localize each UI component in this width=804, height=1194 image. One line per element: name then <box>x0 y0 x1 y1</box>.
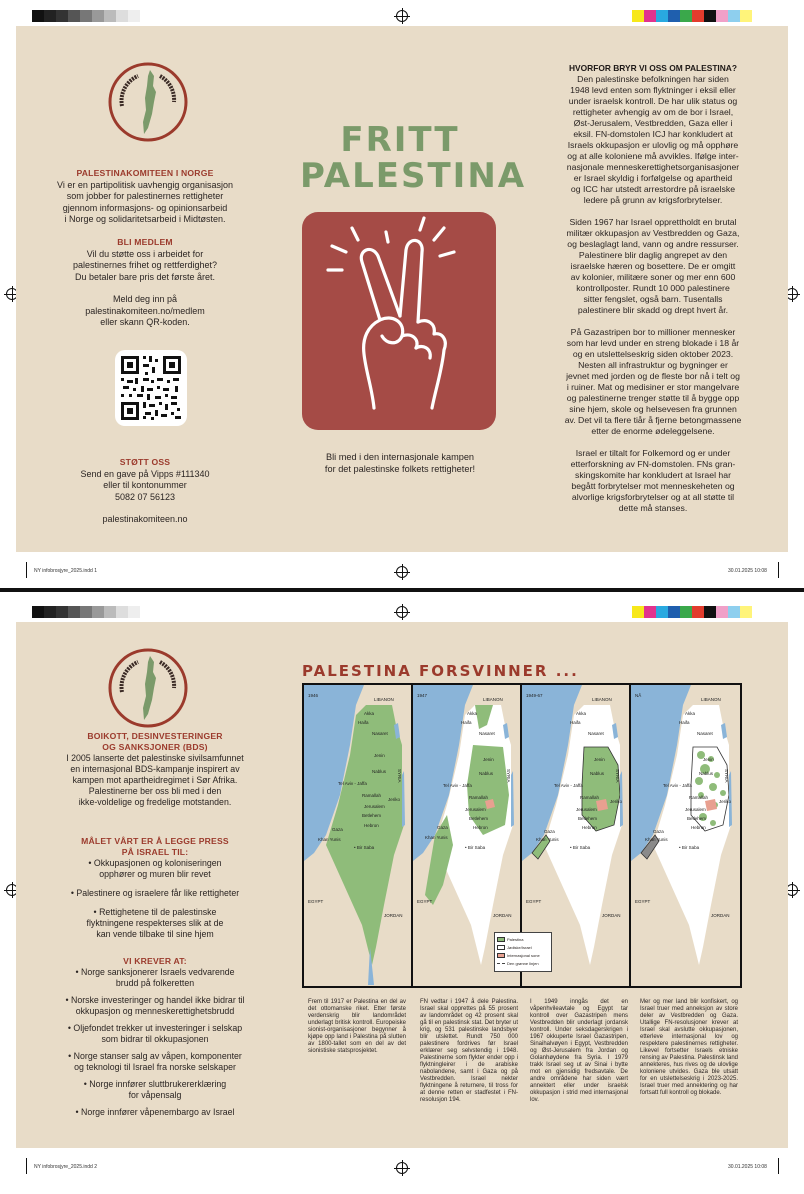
legend-swatch <box>497 953 505 958</box>
demand-item: og teknologi til Israel fra norske selskaper <box>74 1062 236 1072</box>
crop-mark <box>778 1158 779 1174</box>
why-line: Palestinere blir daglig angrepet av den <box>578 250 728 260</box>
registration-mark-icon <box>396 10 408 22</box>
history-column-2: FN vedtar i 1947 å dele Palestina. Israel skal opprettes på 55 prosent av landområdet og 42 prosent skal gå til en palestinsk stat. Det bryter ut krig, og 531 palestinske landsbyer blir utslettet. Rundt 750 000 palestinere fordrives før Israel erklærer seg selvstendig i 1948. Palestinerne som flykter ender opp i flyktningleirer i de arabiske nabolandene, samt i Gaza og på Vestbredden. Israel nekter flyktningene å returnere, til tross for at denne retten er stadfestet i FN-resolusjon 194. <box>420 999 518 1103</box>
map-label: Betlehem <box>578 816 598 821</box>
map-label: Haifa <box>679 720 690 725</box>
registration-mark-icon <box>396 606 408 618</box>
why-line: jevnet med jorden og de fleste bor nå i telt og <box>566 371 740 381</box>
goal-item: opphører og muren blir revet <box>99 869 211 879</box>
demand-item: • Norge innfører sluttbrukererklæring <box>83 1079 227 1089</box>
qr-code[interactable] <box>115 350 187 426</box>
demand-item: • Oljefondet trekker ut investeringer i selskap <box>67 1023 243 1033</box>
goal-item: kan vende tilbake til sine hjem <box>96 929 214 939</box>
map-label: Jeriko <box>719 799 732 804</box>
map-label: Gaza <box>544 829 555 834</box>
why-line: og en utslettelseskrig siden oktober 2023. <box>572 349 734 359</box>
why-line: og ICC har utstedt arrestordre på israelske <box>570 184 736 194</box>
why-line: skingskomite har konkludert at Israel har <box>575 470 731 480</box>
map-label: Nasaret <box>588 731 604 736</box>
why-line: alvorlige krigsforbrytelser og at all støtte til <box>571 492 735 502</box>
map-label: Jenin <box>703 757 714 762</box>
org-line: Vi er en partipolitisk uavhengig organisasjon <box>57 179 233 190</box>
slug-timestamp: 30.01.2025 10:08 <box>728 1164 767 1170</box>
tagline-line: Bli med i den internasjonale kampen <box>325 452 475 462</box>
map-label: LIBANON <box>592 697 612 702</box>
map-label: Ramallah <box>580 795 600 800</box>
map-label: Hebron <box>691 825 706 830</box>
map-now <box>631 685 740 986</box>
crop-mark <box>26 562 27 578</box>
map-label: Betlehem <box>469 816 489 821</box>
cover-title-line: PALESTINA <box>300 156 527 196</box>
demand-item: • Norge sanksjonerer Israels vedvarende <box>75 967 235 977</box>
why-line: sine hjem, skole og helsevesen fra grunnen <box>569 404 737 414</box>
map-label: Jeriko <box>610 799 623 804</box>
demand-item: okkupasjon og menneskerettighetsbrudd <box>75 1006 235 1016</box>
map-label: • Bir Saba <box>465 845 486 850</box>
history-column-1: Frem til 1917 er Palestina en del av det ottomanske riket. Etter første verdenskrig blir landområdet underlagt britisk kontroll. Europeiske sionist-organisasjoner begynner å kjøpe opp land i Palestina på slutten av 1800-tallet som en del av det sionistiske statsprosjektet. <box>308 999 406 1054</box>
member-line: Vil du støtte oss i arbeidet for <box>86 248 204 259</box>
why-line: etter de enorme ødeleggelsene. <box>591 426 715 436</box>
why-line: rettigheter avhengig av om de bor i Israel, <box>572 107 734 117</box>
legend-item <box>497 951 549 959</box>
map-label: Nablus <box>590 771 605 776</box>
org-line: i Norge og solidaritetsarbeid i Midtøsten. <box>64 214 226 224</box>
map-label: JORDAN <box>384 913 403 918</box>
map-label: JORDAN <box>602 913 621 918</box>
why-line: dette må stanses. <box>618 503 688 513</box>
map-label: Nasaret <box>697 731 713 736</box>
map-label: Jenin <box>483 757 494 762</box>
map-label: JORDAN <box>711 913 730 918</box>
demand-item: brudd på folkeretten <box>115 978 195 988</box>
why-line: militær okkupasjon av Vestbredden og Gaza, <box>566 228 740 238</box>
support-heading: STØTT OSS <box>119 457 171 467</box>
support-line: Send en gave på Vipps #111340 <box>80 468 210 479</box>
goal-heading: PÅ ISRAEL TIL: <box>121 847 189 857</box>
why-p1 <box>550 74 756 206</box>
member-line: eller skann QR-koden. <box>100 317 190 327</box>
bds-heading: OG SANKSJONER (BDS) <box>102 742 208 752</box>
org-logo <box>108 62 188 142</box>
why-line: Nesten all infrastruktur og bygninger er <box>578 360 728 370</box>
qr-code-icon <box>115 350 187 426</box>
map-label: Haifa <box>358 720 369 725</box>
why-line: begått forbrytelser mot menneskeheten og <box>571 481 735 491</box>
bds-section <box>40 731 270 808</box>
support-line: 5082 07 56123 <box>114 491 176 502</box>
map-label: • Bir Saba <box>354 845 375 850</box>
map-label: Akka <box>685 711 696 716</box>
page-one <box>0 0 804 584</box>
demand-item: for våpensalg <box>128 1090 182 1100</box>
why-line: og beslaglagt land, vann og andre ressurser. <box>567 239 739 249</box>
map-label: Akka <box>467 711 478 716</box>
why-line: er Israel skyldig i forfølgelse og apartheid <box>573 173 733 183</box>
why-line: Siden 1967 har Israel opprettholdt en brutal <box>569 217 737 227</box>
goal-item: • Rettighetene til de palestinske <box>93 907 217 917</box>
legend-item <box>497 935 549 943</box>
map-label: LIBANON <box>701 697 721 702</box>
goal-item: flyktningene respekterses slik at de <box>86 918 224 928</box>
member-line: palestinernes frihet og rettferdighet? <box>72 260 218 270</box>
map-label: Akka <box>576 711 587 716</box>
map-label: EGYPT <box>526 899 542 904</box>
goal-section <box>40 836 270 940</box>
why-line: På Gazastripen bor to millioner mennesker <box>570 327 736 337</box>
demand-item: som bidrar til okkupasjonen <box>101 1034 209 1044</box>
demands-heading: VI KREVER AT: <box>123 956 187 966</box>
why-p4 <box>550 448 756 514</box>
map-label: JORDAN <box>493 913 512 918</box>
map-label: Nablus <box>372 769 387 774</box>
bds-line: en internasjonal BDS-kampanje inspirert av <box>70 764 240 774</box>
goal-heading: MÅLET VÅRT ER Å LEGGE PRESS <box>81 836 229 846</box>
legend-label: Den grønne linjen <box>507 960 539 966</box>
map-year: NÅ <box>635 693 642 698</box>
map-label: Khan Yunis <box>645 837 668 842</box>
bds-line: I 2005 lanserte det palestinske sivilsamfunnet <box>66 753 244 763</box>
why-p2 <box>550 217 756 316</box>
why-line: Den palestinske befolkningen har siden <box>577 74 729 84</box>
registration-mark-icon <box>396 566 408 578</box>
why-line: Israel er tiltalt for Folkemord og er under <box>575 448 731 458</box>
org-section <box>40 168 250 226</box>
grayscale-bar <box>32 606 140 618</box>
map-year: 1946 <box>308 693 319 698</box>
map-label: SYRIA <box>615 769 620 783</box>
slug-timestamp: 30.01.2025 10:08 <box>728 568 767 574</box>
map-label: Tel Aviv - Jaffa <box>443 783 472 788</box>
map-label: Khan Yunis <box>425 835 448 840</box>
why-line: ledere på grunn av krigsforbrytelser. <box>583 195 723 205</box>
map-label: Betlehem <box>362 813 382 818</box>
map-1946 <box>304 685 413 986</box>
map-label: Ramallah <box>469 795 489 800</box>
map-label: Nablus <box>699 771 714 776</box>
legend-item <box>497 959 549 967</box>
map-label: LIBANON <box>374 697 394 702</box>
why-line: som har levd under en streng blokade i 18 år <box>566 338 740 348</box>
map-label: Jeriko <box>388 797 401 802</box>
map-label: Jerusalem <box>364 804 385 809</box>
why-line: av. Det vil ta flere tiår å fjerne betongmassene <box>564 415 742 425</box>
why-line: palestinere blir skadd og drept hvert år. <box>577 305 729 315</box>
map-now-icon <box>631 685 740 986</box>
map-label: Jenin <box>594 757 605 762</box>
map-label: LIBANON <box>483 697 503 702</box>
color-bar <box>632 10 752 22</box>
why-line: av kolonier, militære soner og mer enn 600 <box>570 272 736 282</box>
cover-title <box>300 120 527 196</box>
map-label: Betlehem <box>687 816 707 821</box>
goal-item: • Palestinere og israelere får like rettigheter <box>70 888 240 898</box>
map-legend <box>494 932 552 972</box>
map-label: Gaza <box>653 829 664 834</box>
org-logo <box>108 648 188 728</box>
why-line: nasjonale menneskerettighetsorganisasjoner <box>566 162 740 172</box>
grayscale-bar <box>32 10 140 22</box>
map-label: Nasaret <box>479 731 495 736</box>
why-line: etterforskning av FN-domstolen. FNs gran- <box>570 459 736 469</box>
slug-filename: NY infobrosjyre_2025.indd 2 <box>34 1164 98 1170</box>
legend-item <box>497 943 549 951</box>
bds-line: ikke-voldelige og fredelige motstanden. <box>78 797 232 807</box>
map-label: Ramallah <box>689 795 709 800</box>
crop-mark <box>26 1158 27 1174</box>
demand-item: • Norske investeringer og handel ikke bidrar til <box>65 995 245 1005</box>
org-line: gjennom informasjons- og opinionsarbeid <box>62 202 228 213</box>
logo-emblem-icon <box>108 62 188 142</box>
bds-line: Palestinerne ber oss bli med i den <box>88 786 222 796</box>
member-heading: BLI MEDLEM <box>117 237 173 247</box>
map-label: SYRIA <box>397 769 402 783</box>
legend-label: Palestina <box>507 936 524 942</box>
legend-swatch <box>497 937 505 942</box>
map-label: • Bir Saba <box>570 845 591 850</box>
history-column-3: I 1949 inngås det en våpenhvileavtale og Egypt tar kontroll over Gazastripen mens Vestbredden blir underlagt jordansk kontroll. Under seksdagerskrigen i 1967 okkuperte Israel Gazastripen, Sinaihalvøyen i Egypt, Vestbredden og Øst-Jerusalem fra Jordan og Golanhøydene fra Syria. I 1979 trakk Israel seg ut av Sinai i bytte mot en gjensidig fredsavtale. De andre områdene har siden vært annektert eller under israelsk okkupasjon i strid med internasjonal lov. <box>530 999 628 1103</box>
why-line: 1948 levd enten som flyktninger i eksil eller <box>570 85 736 95</box>
org-heading: PALESTINAKOMITEEN I NORGE <box>76 168 214 178</box>
why-line: under israelsk kontroll. De har ulik status og <box>568 96 738 106</box>
map-label: Jerusalem <box>576 807 597 812</box>
map-label: Jerusalem <box>685 807 706 812</box>
page-divider <box>0 588 804 592</box>
map-label: Hebron <box>473 825 488 830</box>
map-label: Jerusalem <box>465 807 486 812</box>
peace-sign-hand-icon <box>302 212 496 430</box>
why-heading: HVORFOR BRYR VI OSS OM PALESTINA? <box>569 63 737 73</box>
slug-filename: NY infobrosjyre_2025.indd 1 <box>34 568 98 574</box>
map-year: 1947 <box>417 693 428 698</box>
demand-item: • Norge innfører våpenembargo av Israel <box>75 1107 235 1117</box>
why-line: sitter fengslet, også barn. Tusentalls <box>583 294 723 304</box>
map-label: • Bir Saba <box>679 845 700 850</box>
color-bar <box>632 606 752 618</box>
website-link[interactable]: palestinakomiteen.no <box>102 514 188 524</box>
map-label: EGYPT <box>635 899 651 904</box>
bds-line: kampen mot apartheidregimet i Sør Afrika. <box>72 775 238 785</box>
why-line: israelske hæren og bosettere. De er omgitt <box>570 261 736 271</box>
why-line: i ruiner. Mat og medisiner er stor mangelvare <box>566 382 740 392</box>
why-line: eksil. FN-domstolen ICJ har konkludert at <box>573 129 733 139</box>
why-section <box>550 63 756 514</box>
demands-section <box>40 956 270 1118</box>
legend-swatch <box>497 963 505 964</box>
member-line: Meld deg inn på <box>112 294 178 304</box>
map-label: Ramallah <box>362 793 382 798</box>
map-label: Gaza <box>437 825 448 830</box>
demand-item: • Norge stanser salg av våpen, komponenter <box>68 1051 242 1061</box>
why-line: og palestinerne trenger støtte til å bygge opp <box>566 393 740 403</box>
map-label: Khan Yunis <box>318 837 341 842</box>
map-label: Nablus <box>479 771 494 776</box>
map-label: Nasaret <box>372 731 388 736</box>
crop-mark <box>778 562 779 578</box>
tagline-line: for det palestinske folkets rettigheter! <box>324 464 476 474</box>
map-label: Tel Aviv - Jaffa <box>338 781 367 786</box>
map-label: EGYPT <box>308 899 324 904</box>
why-line: Øst-Jerusalem, Vestbredden, Gaza eller i <box>573 118 733 128</box>
legend-label: Internasjonal sone <box>507 952 540 958</box>
why-p3 <box>550 327 756 437</box>
why-line: og at alle koloniene må avvikles. Ifølge inter- <box>567 151 739 161</box>
legend-label: Jødiske/Israel <box>507 944 532 950</box>
map-label: Haifa <box>570 720 581 725</box>
map-label: SYRIA <box>506 769 511 783</box>
map-label: Hebron <box>364 823 379 828</box>
org-line: som jobber for palestinernes rettigheter <box>66 191 224 201</box>
support-line: eller til kontonummer <box>103 480 187 490</box>
map-label: Gaza <box>332 827 343 832</box>
map-year: 1949-67 <box>526 693 543 698</box>
map-label: EGYPT <box>417 899 433 904</box>
map-label: Haifa <box>461 720 472 725</box>
registration-mark-icon <box>396 1162 408 1174</box>
map-1946-icon <box>304 685 413 986</box>
goal-item: • Okkupasjonen og koloniseringen <box>88 858 222 868</box>
map-label: Hebron <box>582 825 597 830</box>
history-column-4: Mer og mer land blir konfiskert, og Israel truer med anneksjon av store deler av Vestbredden og Gaza. Utallige FN-resolusjoner krever at Israel skal avslutte okkupasjonen, etterleve internasjonal lov og respektere palestinernes rettigheter. Likevel fortsetter Israels etniske rensing av Palestina. Palestinsk land annekteres, hus rives og de ulovlige koloniene utvides. Gaza ble utsatt for en utslettelseskrig i 2023-2025. Israel truer med annektering og har fortsatt full kontroll og blokade. <box>640 999 738 1096</box>
why-line: Israels okkupasjon er ulovlig og må opphøre <box>567 140 739 150</box>
cover-tagline <box>300 451 500 475</box>
member-line: Du betaler bare pris det første året. <box>74 271 216 282</box>
cover-title-line: FRITT <box>340 120 460 160</box>
member-section <box>40 237 250 329</box>
map-label: Jenin <box>374 753 385 758</box>
map-label: Khan Yunis <box>536 837 559 842</box>
peace-hand-illustration <box>302 212 496 430</box>
map-label: Akka <box>364 711 375 716</box>
member-link[interactable]: palestinakomiteen.no/medlem <box>85 305 205 316</box>
logo-emblem-icon <box>108 648 188 728</box>
map-label: Tel Aviv - Jaffa <box>663 783 692 788</box>
why-line: kontrollposter. Rundt 10 000 palestinere <box>576 283 730 293</box>
map-label: SYRIA <box>724 769 729 783</box>
bds-heading: BOIKOTT, DESINVESTERINGER <box>87 731 223 741</box>
maps-title: PALESTINA FORSVINNER ... <box>302 662 579 680</box>
map-label: Tel Aviv - Jaffa <box>554 783 583 788</box>
legend-swatch <box>497 945 505 950</box>
support-section <box>40 457 250 526</box>
